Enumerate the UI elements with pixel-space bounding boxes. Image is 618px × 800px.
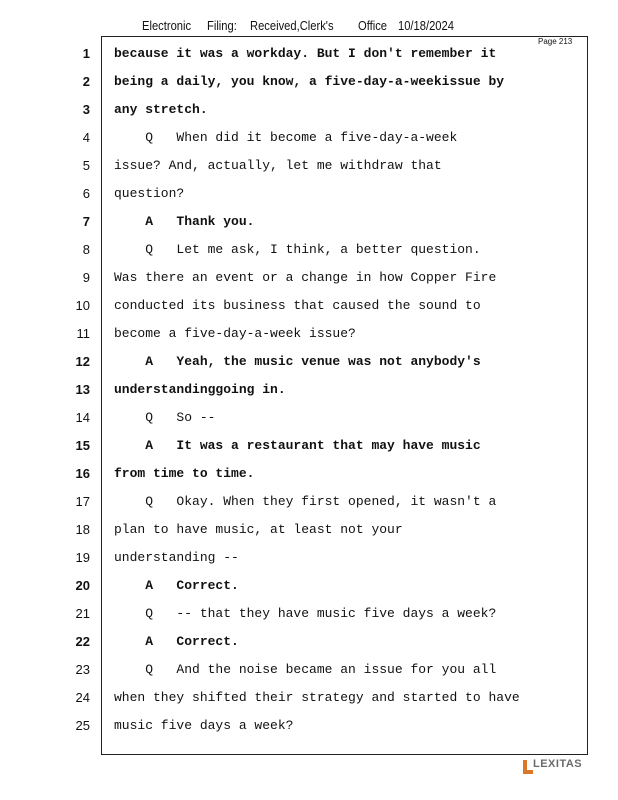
transcript-line-text: A It was a restaurant that may have music (114, 438, 481, 453)
line-number: 11 (76, 326, 90, 341)
transcript-line-text: understanding -- (114, 550, 239, 565)
transcript-line-text: from time to time. (114, 466, 255, 481)
efiling-header (0, 18, 618, 34)
line-number: 25 (75, 718, 90, 733)
line-number: 2 (82, 74, 90, 89)
transcript-line-text: understandinggoing in. (114, 382, 286, 397)
line-number: 19 (75, 550, 90, 565)
transcript-line-text: question? (114, 186, 185, 201)
line-number: 16 (75, 466, 90, 481)
transcript-line-text: Q So -- (114, 410, 216, 425)
transcript-line-text: plan to have music, at least not your (114, 522, 403, 537)
transcript-line-text: any stretch. (114, 102, 208, 117)
transcript-line-text: Q -- that they have music five days a week? (114, 606, 497, 621)
transcript-line-text: Q Let me ask, I think, a better question. (114, 242, 481, 257)
transcript-line-text: A Thank you. (114, 214, 255, 229)
line-number: 9 (82, 270, 90, 285)
line-number: 3 (82, 102, 90, 117)
header-electronic: Electronic (142, 18, 192, 33)
line-number: 13 (75, 382, 90, 397)
line-number: 21 (75, 606, 90, 621)
transcript-line-text: Q And the noise became an issue for you all (114, 662, 497, 677)
line-number: 22 (75, 634, 90, 649)
transcript-line-text: A Yeah, the music venue was not anybody's (114, 354, 481, 369)
lexitas-logo-mark-icon (523, 760, 533, 774)
transcript-line-text: A Correct. (114, 634, 239, 649)
page-number: Page 213 (538, 37, 573, 46)
transcript-line-text: become a five-day-a-week issue? (114, 326, 356, 341)
line-number: 14 (75, 410, 90, 425)
header-date: 10/18/2024 (398, 18, 454, 33)
header-received: Received,Clerk's (250, 18, 334, 33)
line-number: 8 (82, 242, 90, 257)
line-number: 15 (75, 438, 90, 453)
header-office: Office (358, 18, 387, 33)
transcript-line-text: Was there an event or a change in how Copper Fire (114, 270, 497, 285)
transcript-line-text: when they shifted their strategy and started to have (114, 690, 520, 705)
transcript-line-text: Q When did it become a five-day-a-week (114, 130, 458, 145)
header-filing: Filing: (207, 18, 237, 33)
line-number: 10 (75, 298, 90, 313)
line-number: 4 (82, 130, 90, 145)
transcript-line-text: being a daily, you know, a five-day-a-weekissue by (114, 74, 505, 89)
line-number: 18 (75, 522, 90, 537)
line-number: 24 (75, 690, 90, 705)
line-number: 6 (82, 186, 90, 201)
transcript-line-text: Q Okay. When they first opened, it wasn't a (114, 494, 497, 509)
line-number: 23 (75, 662, 90, 677)
line-number: 12 (75, 354, 90, 369)
transcript-line-text: conducted its business that caused the sound to (114, 298, 481, 313)
line-number: 17 (75, 494, 90, 509)
transcript-line-text: because it was a workday. But I don't remember it (114, 46, 497, 61)
line-number: 5 (82, 158, 90, 173)
transcript-line-text: music five days a week? (114, 718, 294, 733)
transcript-line-text: issue? And, actually, let me withdraw that (114, 158, 442, 173)
lexitas-logo: LEXITAS (533, 758, 583, 770)
transcript-line-text: A Correct. (114, 578, 239, 593)
line-number: 20 (75, 578, 90, 593)
line-number: 7 (82, 214, 90, 229)
line-number: 1 (82, 46, 90, 61)
